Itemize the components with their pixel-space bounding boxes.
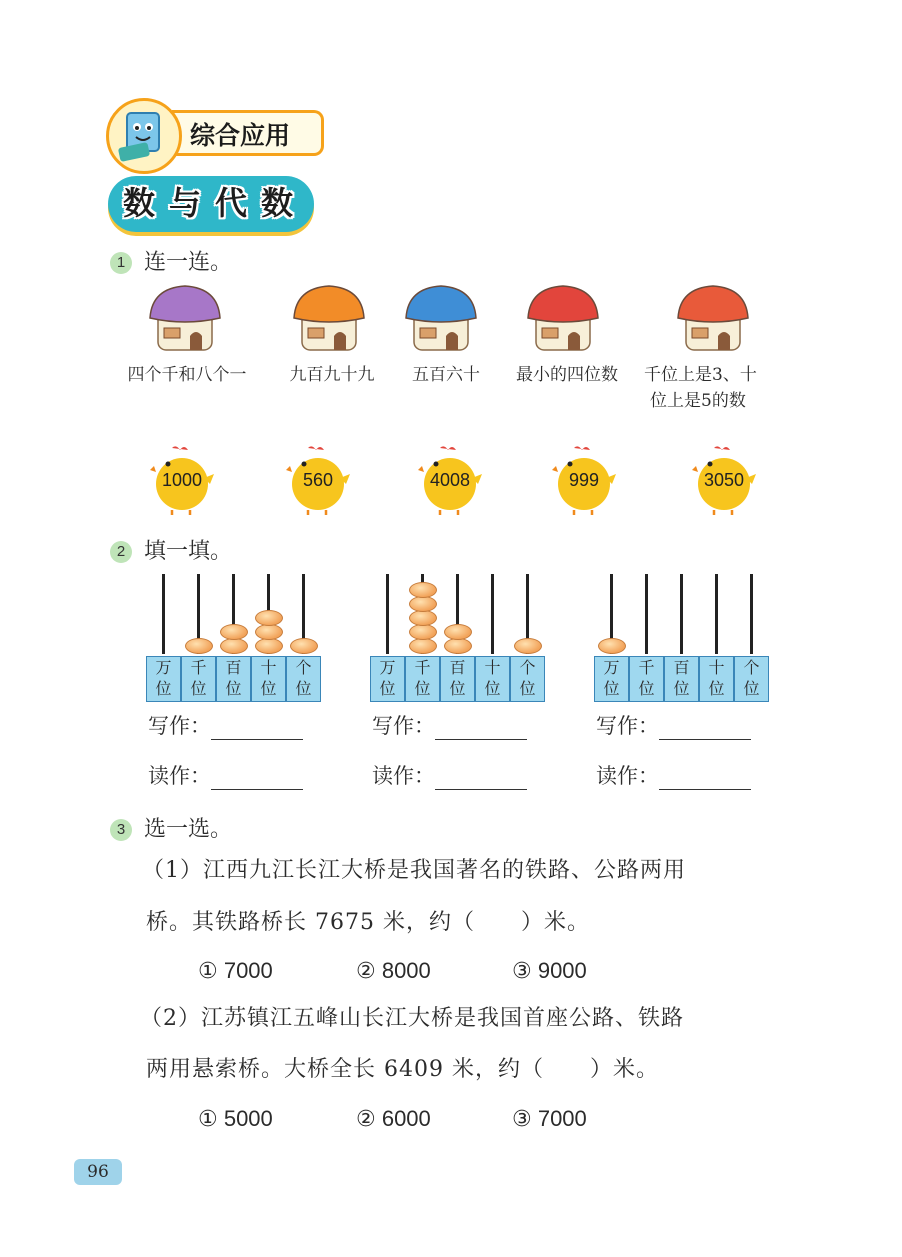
chick-icon[interactable] xyxy=(552,444,616,516)
mushroom-house-icon[interactable] xyxy=(524,282,602,358)
chick-number: 3050 xyxy=(703,470,745,490)
answer-blank[interactable] xyxy=(435,719,527,740)
write-label: 写作： xyxy=(148,714,211,738)
place-wei: 位 xyxy=(190,679,207,698)
read-label: 读作： xyxy=(596,764,659,788)
place-wei: 位 xyxy=(708,679,725,698)
abacus-bead xyxy=(514,638,542,654)
place-name: 百 xyxy=(225,658,242,677)
place-name: 个 xyxy=(519,658,536,677)
abacus-bead xyxy=(185,638,213,654)
place-wei: 位 xyxy=(155,679,172,698)
write-label: 写作： xyxy=(596,714,659,738)
place-value-cell xyxy=(251,656,286,702)
place-wei: 位 xyxy=(449,679,466,698)
counting-frame xyxy=(146,552,326,702)
abacus-bead xyxy=(409,610,437,626)
abacus-rod xyxy=(386,574,389,654)
question-title: 连一连。 xyxy=(144,250,233,275)
place-name: 个 xyxy=(743,658,760,677)
write-answer-2 xyxy=(372,712,527,740)
mushroom-house-icon[interactable] xyxy=(146,282,224,358)
place-value-cell xyxy=(594,656,629,702)
question-number: 1 xyxy=(110,252,132,274)
place-name: 十 xyxy=(484,658,501,677)
place-name: 百 xyxy=(449,658,466,677)
place-wei: 位 xyxy=(638,679,655,698)
place-name: 十 xyxy=(708,658,725,677)
abacus-rod xyxy=(491,574,494,654)
section-char: 数 xyxy=(260,184,293,222)
abacus-bead xyxy=(409,624,437,640)
abacus-bead xyxy=(220,624,248,640)
chick-icon[interactable] xyxy=(150,444,214,516)
question-title: 选一选。 xyxy=(144,817,233,842)
place-value-cell xyxy=(629,656,664,702)
abacus-bead xyxy=(255,624,283,640)
chick-number: 999 xyxy=(568,470,600,490)
read-answer-2 xyxy=(372,762,527,790)
page-number: 96 xyxy=(74,1159,122,1185)
place-value-cell xyxy=(440,656,475,702)
abacus-rod xyxy=(680,574,683,654)
option[interactable]: ② 6000 xyxy=(356,1106,431,1131)
question-number: 3 xyxy=(110,819,132,841)
problem-2-line-1: （2）江苏镇江五峰山长江大桥是我国首座公路、铁路 xyxy=(140,1006,684,1031)
write-answer-3 xyxy=(596,712,751,740)
abacus-bead xyxy=(444,638,472,654)
place-wei: 位 xyxy=(484,679,501,698)
place-value-cell xyxy=(475,656,510,702)
abacus-bead xyxy=(220,638,248,654)
option[interactable]: ① 7000 xyxy=(198,958,273,983)
place-name: 千 xyxy=(414,658,431,677)
abacus-rod xyxy=(715,574,718,654)
question-number: 2 xyxy=(110,541,132,563)
mascot-book-icon xyxy=(106,98,182,174)
problem-1-line-1: （1）江西九江长江大桥是我国著名的铁路、公路两用 xyxy=(142,858,686,883)
house-label-line: 千位上是3、十 xyxy=(644,365,757,385)
house-label: 最小的四位数 xyxy=(516,365,618,385)
write-label: 写作： xyxy=(372,714,435,738)
abacus-rod xyxy=(162,574,165,654)
read-answer-1 xyxy=(148,762,303,790)
place-value-cell xyxy=(216,656,251,702)
place-name: 万 xyxy=(379,658,396,677)
place-name: 个 xyxy=(295,658,312,677)
chick-icon[interactable] xyxy=(418,444,482,516)
read-answer-3 xyxy=(596,762,751,790)
abacus-bead xyxy=(598,638,626,654)
place-value-cell xyxy=(699,656,734,702)
question-title: 填一填。 xyxy=(144,539,233,564)
place-wei: 位 xyxy=(295,679,312,698)
section-char: 代 xyxy=(214,184,247,222)
place-wei: 位 xyxy=(743,679,760,698)
abacus-bead xyxy=(409,582,437,598)
place-wei: 位 xyxy=(414,679,431,698)
chapter-title: 综合应用 xyxy=(172,110,324,156)
answer-blank[interactable] xyxy=(211,719,303,740)
place-value-cell xyxy=(734,656,769,702)
place-value-cell xyxy=(286,656,321,702)
read-label: 读作： xyxy=(148,764,211,788)
place-wei: 位 xyxy=(603,679,620,698)
abacus-bead xyxy=(255,638,283,654)
house-label: 九百九十九 xyxy=(289,365,375,385)
chick-number: 4008 xyxy=(429,470,471,490)
problem-1-line-2: 桥。其铁路桥长 7675 米，约（ ）米。 xyxy=(146,910,590,935)
mushroom-house-icon[interactable] xyxy=(674,282,752,358)
option[interactable]: ③ 7000 xyxy=(512,1106,587,1131)
place-wei: 位 xyxy=(673,679,690,698)
section-char: 数 xyxy=(122,184,155,222)
place-value-cell xyxy=(146,656,181,702)
place-value-cell xyxy=(510,656,545,702)
counting-frame xyxy=(594,552,774,702)
problem-2-line-2: 两用悬索桥。大桥全长 6409 米，约（ ）米。 xyxy=(146,1057,659,1082)
answer-blank[interactable] xyxy=(435,769,527,790)
mushroom-house-icon[interactable] xyxy=(402,282,480,358)
place-name: 十 xyxy=(260,658,277,677)
answer-blank[interactable] xyxy=(659,719,751,740)
option[interactable]: ② 8000 xyxy=(356,958,431,983)
house-label: 四个千和八个一 xyxy=(127,365,247,385)
abacus-rod xyxy=(645,574,648,654)
option[interactable]: ① 5000 xyxy=(198,1106,273,1131)
answer-blank[interactable] xyxy=(211,769,303,790)
chick-icon[interactable] xyxy=(286,444,350,516)
place-value-cell xyxy=(405,656,440,702)
abacus-rod xyxy=(750,574,753,654)
place-value-cell xyxy=(664,656,699,702)
chick-number: 560 xyxy=(302,470,334,490)
house-label xyxy=(644,362,794,414)
abacus-bead xyxy=(290,638,318,654)
section-heading xyxy=(108,176,314,232)
place-wei: 位 xyxy=(260,679,277,698)
answer-blank[interactable] xyxy=(659,769,751,790)
chick-icon[interactable] xyxy=(692,444,756,516)
chick-number: 1000 xyxy=(161,470,203,490)
abacus-bead xyxy=(409,638,437,654)
place-name: 千 xyxy=(190,658,207,677)
abacus-bead xyxy=(255,610,283,626)
place-wei: 位 xyxy=(379,679,396,698)
place-value-cell xyxy=(181,656,216,702)
place-name: 千 xyxy=(638,658,655,677)
place-value-cell xyxy=(370,656,405,702)
counting-frame xyxy=(370,552,550,702)
place-name: 百 xyxy=(673,658,690,677)
option[interactable]: ③ 9000 xyxy=(512,958,587,983)
section-char: 与 xyxy=(168,184,201,222)
abacus-bead xyxy=(409,596,437,612)
mushroom-house-icon[interactable] xyxy=(290,282,368,358)
place-name: 万 xyxy=(603,658,620,677)
house-label: 五百六十 xyxy=(412,365,480,385)
place-name: 万 xyxy=(155,658,172,677)
house-label-line: 位上是5的数 xyxy=(650,391,746,411)
place-wei: 位 xyxy=(225,679,242,698)
abacus-bead xyxy=(444,624,472,640)
write-answer-1 xyxy=(148,712,303,740)
place-wei: 位 xyxy=(519,679,536,698)
read-label: 读作： xyxy=(372,764,435,788)
